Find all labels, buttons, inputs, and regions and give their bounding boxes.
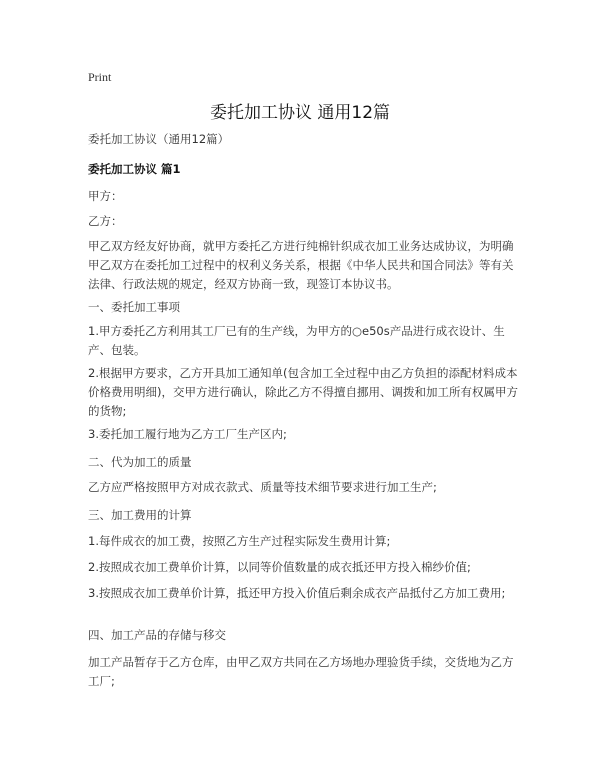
paragraph-item-1-2: 2.根据甲方要求，乙方开具加工通知单(包含加工全过程中由乙方负担的添配材料成本价格费用明细)，交甲方进行确认，除此乙方不得擅自挪用、调拨和加工所有权属甲方的货物; <box>88 366 518 418</box>
heading-processing-quality: 二、代为加工的质量 <box>88 455 192 469</box>
paragraph-item-3-2: 2.按照成衣加工费单价计算，以同等价值数量的成衣抵还甲方投入棉纱价值; <box>88 560 471 574</box>
party-b-label: 乙方： <box>88 214 123 228</box>
document-subtitle: 委托加工协议（通用12篇） <box>88 132 230 146</box>
paragraph-item-2-1: 乙方应严格按照甲方对成衣款式、质量等技术细节要求进行加工生产; <box>88 480 437 494</box>
document-title: 委托加工协议 通用12篇 <box>209 103 391 123</box>
intro-paragraph: 甲乙双方经友好协商，就甲方委托乙方进行纯棉针织成衣加工业务达成协议，为明确甲乙双方在委托加工过程中的权利义务关系，根据《中华人民共和国合同法》等有关法律、行政法规的规定，经双方协商一致，现签订本协议书。 <box>88 239 514 291</box>
paragraph-item-4-1: 加工产品暂存于乙方仓库，由甲乙双方共同在乙方场地办理验货手续，交货地为乙方工厂; <box>88 655 514 688</box>
heading-fee-calculation: 三、加工费用的计算 <box>88 508 192 522</box>
party-a-label: 甲方： <box>88 189 123 203</box>
paragraph-item-3-3: 3.按照成衣加工费单价计算，抵还甲方投入价值后剩余成衣产品抵付乙方加工费用; <box>88 586 506 600</box>
heading-storage-transfer: 四、加工产品的存储与移交 <box>88 628 226 642</box>
paragraph-item-1-1: 1.甲方委托乙方利用其工厂已有的生产线，为甲方的○e50s产品进行成衣设计、生产、包装。 <box>88 324 505 357</box>
paragraph-item-3-1: 1.每件成衣的加工费，按照乙方生产过程实际发生费用计算; <box>88 534 391 548</box>
paragraph-item-1-3: 3.委托加工履行地为乙方工厂生产区内; <box>88 427 287 441</box>
print-link[interactable]: Print <box>88 70 112 84</box>
section-title: 委托加工协议 篇1 <box>88 162 181 176</box>
heading-commission-items: 一、委托加工事项 <box>88 300 180 314</box>
